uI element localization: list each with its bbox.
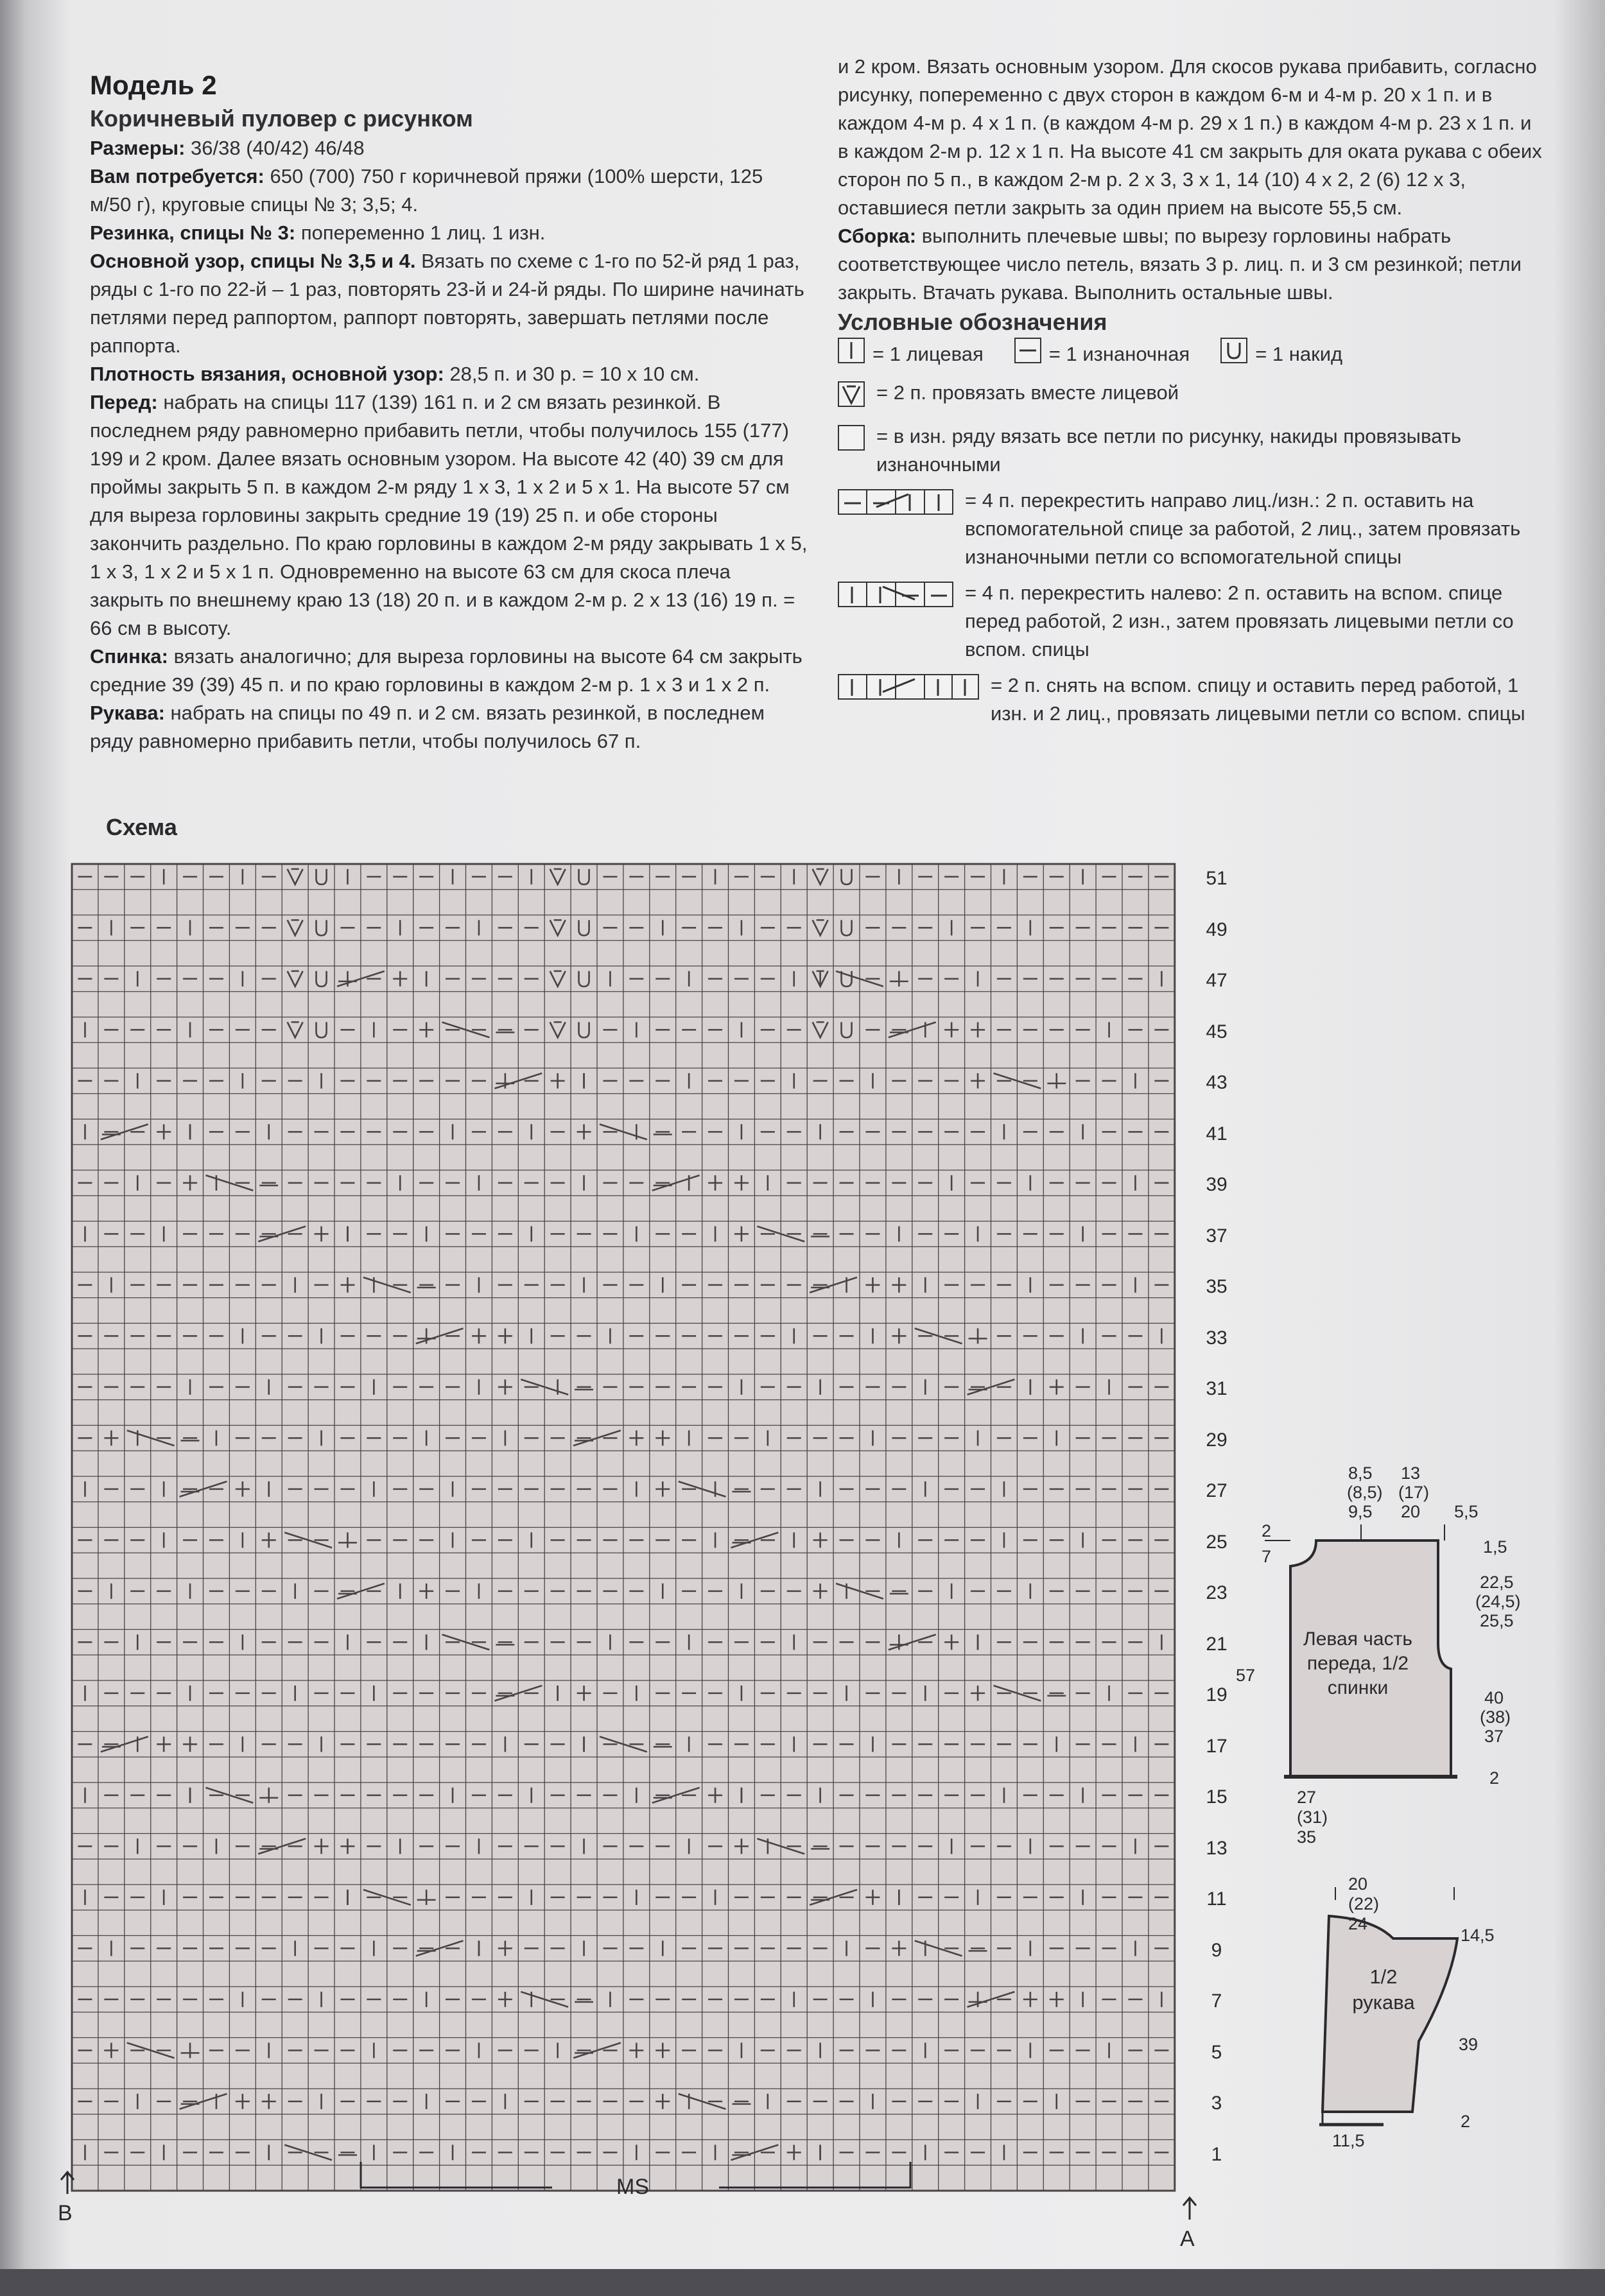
empty-cell-symbol-icon xyxy=(838,425,865,458)
row-number: 39 xyxy=(1206,1174,1228,1195)
row-number: 15 xyxy=(1206,1786,1228,1808)
dim-shoulder-slope-2: 7 xyxy=(1262,1547,1272,1566)
row-number: 25 xyxy=(1206,1531,1228,1553)
legend-yo: = 1 накид xyxy=(1255,343,1343,365)
legend-row-cross-3 xyxy=(838,671,1544,728)
knit-symbol-icon xyxy=(838,338,865,371)
yarn-over-symbol-icon xyxy=(1220,338,1247,371)
row-number: 47 xyxy=(1206,970,1228,991)
density-value: 28,5 п. и 30 р. = 10 х 10 см. xyxy=(444,363,700,385)
page-bottom-shadow xyxy=(0,2269,1605,2296)
row-number: 45 xyxy=(1206,1021,1228,1042)
legend-row-k2tog xyxy=(838,379,1544,415)
right-column xyxy=(838,53,1544,736)
back-value: вязать аналогично; для выреза горловины на высоте 64 см закрыть средние 39 (39) 45 п. и по краю горловины в каждом 2-м р. 1 х 3 и 1 х 2 п. xyxy=(90,645,802,696)
back-label: Спинка: xyxy=(90,645,168,668)
sleeves-label: Рукава: xyxy=(90,702,165,724)
legend-purl: = 1 изнаночная xyxy=(1048,343,1190,365)
row-number: 11 xyxy=(1206,1888,1227,1910)
row-number: 5 xyxy=(1211,2041,1222,2063)
k2tog-symbol-icon xyxy=(838,381,865,415)
front-value: набрать на спицы 117 (139) 161 п. и 2 см вязать резинкой. В последнем ряду равномерно прибавить петли, чтобы получилось 155 (177) 199 и 2 кром. Далее вязать основным узором. На высоте 42 (40) 39 см для проймы закрыть 5 п. в каждом 2-м ряду 1 х 3, 1 х 2 и 5 х 1. На высоте 57 см для выреза горловины закрыть средние 19 (19) 25 п. и обе стороны закончить раздельно. По краю горловины в каждом 2-м ряду закрывать 1 х 5, 1 х 3, 1 х 2 и 5 х 1 п. Одновременно на высоте 63 см для скоса плеча закрыть по внешнему краю 13 (18) 20 п. и в каждом 2-м р. 2 х 13 (16) 19 п. = 66 см в высоту. xyxy=(90,391,808,639)
row-number: 23 xyxy=(1206,1582,1228,1603)
front-paragraph xyxy=(90,388,809,643)
materials-label: Вам потребуется: xyxy=(90,165,265,187)
marker-a-label xyxy=(1180,2195,1199,2252)
row-number: 17 xyxy=(1206,1735,1228,1757)
row-number: 35 xyxy=(1206,1276,1228,1297)
materials-value: 650 (700) 750 г коричневой пряжи (100% шерсти, 125 м/50 г), круговые спицы № 3; 3,5; 4. xyxy=(90,165,763,216)
legend-cross-3: = 2 п. снять на вспом. спицу и оставить перед работой, 1 изн. и 2 лиц., провязать лицевыми петли со вспом. спицы xyxy=(991,674,1525,725)
dim-sleeve-cuff: 11,5 xyxy=(1332,2131,1365,2150)
legend-k2tog: = 2 п. провязать вместе лицевой xyxy=(876,381,1179,404)
dim-total-height: 57 xyxy=(1236,1666,1256,1685)
dim-shoulder-slope: 2 xyxy=(1262,1521,1272,1541)
front-piece-label: Левая часть переда, 1/2 спинки xyxy=(1303,1628,1412,1698)
legend-cross-right: = 4 п. перекрестить направо лиц./изн.: 2 п. оставить на вспомогательной спице за работой, 2 лиц., затем провязать изнаночными петли со вспомогательной спицы xyxy=(965,489,1521,568)
sleeves-value: набрать на спицы по 49 п. и 2 см. вязать резинкой, в последнем ряду равномерно прибавить петли, чтобы получилось 67 п. xyxy=(90,702,765,752)
sleeve-piece-label: 1/2 рукава xyxy=(1352,1965,1415,2014)
row-number: 7 xyxy=(1211,1990,1222,2012)
dim-shoulder-large: 9,5 xyxy=(1348,1502,1373,1521)
assembly-label: Сборка: xyxy=(838,225,917,247)
arrow-up-icon xyxy=(58,2170,77,2195)
sizes-label: Размеры: xyxy=(90,137,186,159)
dim-sleeve-rib: 2 xyxy=(1461,2112,1471,2131)
row-number: 33 xyxy=(1206,1327,1228,1349)
row-number: 51 xyxy=(1206,868,1228,889)
dim-neck-mid: (17) xyxy=(1398,1483,1430,1502)
row-number: 31 xyxy=(1206,1378,1228,1399)
pattern-title: Коричневый пуловер с рисунком xyxy=(90,105,473,132)
rib-label: Резинка, спицы № 3: xyxy=(90,221,296,244)
dim-width: 27 (31) 35 xyxy=(1297,1788,1328,1847)
dim-neck: 13 xyxy=(1401,1463,1421,1483)
marker-b-label xyxy=(58,2170,77,2226)
rib-paragraph xyxy=(90,219,809,247)
sizes-paragraph xyxy=(90,134,809,162)
main-pattern-label: Основной узор, спицы № 3,5 и 4. xyxy=(90,250,416,272)
legend-row-empty xyxy=(838,422,1544,479)
dim-side-large: 37 xyxy=(1484,1727,1504,1746)
row-number: 21 xyxy=(1206,1633,1228,1655)
sleeves-paragraph xyxy=(90,699,809,755)
legend-row-cross-right xyxy=(838,487,1544,571)
knitting-chart xyxy=(64,858,1220,2205)
purl-symbol-icon xyxy=(1014,338,1041,371)
marker-a: A xyxy=(1180,2227,1195,2251)
legend-row-cross-left xyxy=(838,579,1544,664)
row-number: 29 xyxy=(1206,1429,1228,1451)
row-number: 49 xyxy=(1206,919,1228,940)
row-number: 27 xyxy=(1206,1480,1228,1501)
row-number: 9 xyxy=(1211,1939,1222,1961)
sleeves-continued: и 2 кром. Вязать основным узором. Для скосов рукава прибавить, согласно рисунку, попеременно с двух сторон в каждом 6-м и 4-м р. 20 х 1 п. и в каждом 4-м р. 4 х 1 п. (в каждом 4-м р. 29 х 1 п.) в каждом 4-м р. 23 х 1 п. и в каждом 2-м р. 12 х 1 п. На высоте 41 см закрыть для оката рукава с обеих сторон по 5 п., в каждом 2-м р. 2 х 3, 3 х 1, 14 (10) 4 х 2, 2 (6) 12 х 3, оставшиеся петли закрыть за один прием на высоте 55,5 см. xyxy=(838,55,1542,219)
legend-empty: = в изн. ряду вязать все петли по рисунку, накиды провязывать изнаночными xyxy=(876,425,1461,476)
main-pattern-value: Вязать по схеме с 1-го по 52-й ряд 1 раз, ряды с 1-го по 22-й – 1 раз, повторять 23-й и 24-й ряды. По ширине начинать петлями перед раппортом, раппорт повторять, завершать петлями после раппорта. xyxy=(90,250,804,357)
row-number: 13 xyxy=(1206,1837,1228,1859)
legend-row-basic xyxy=(838,338,1544,371)
legend-knit: = 1 лицевая xyxy=(872,343,984,365)
back-paragraph xyxy=(90,643,809,699)
cross-left-symbol-icon xyxy=(838,582,953,615)
assembly-value: выполнить плечевые швы; по вырезу горловины набрать соответствующее число петель, вязать 3 р. лиц. п. и 3 см резинкой; петли закрыть. Втачать рукава. Выполнить остальные швы. xyxy=(838,225,1522,304)
row-number: 19 xyxy=(1206,1684,1228,1705)
dim-shoulder-drop: 1,5 xyxy=(1483,1537,1507,1557)
assembly-paragraph xyxy=(838,222,1544,307)
legend-title: Условные обозначения xyxy=(838,309,1107,335)
dim-armhole: 22,5 xyxy=(1480,1573,1514,1592)
main-pattern-paragraph xyxy=(90,247,809,360)
row-number: 1 xyxy=(1211,2143,1222,2165)
row-number: 43 xyxy=(1206,1072,1228,1093)
dim-side: 40 xyxy=(1484,1688,1504,1707)
cross-3-symbol-icon xyxy=(838,674,979,707)
rib-value: попеременно 1 лиц. 1 изн. xyxy=(295,221,546,244)
dim-shoulder-mid: (8,5) xyxy=(1347,1483,1383,1502)
model-heading: Модель 2 xyxy=(90,70,217,100)
dim-neck-large: 20 xyxy=(1401,1502,1421,1521)
dim-sleeve-cap: 14,5 xyxy=(1461,1926,1495,1945)
dim-side-mid: (38) xyxy=(1480,1707,1511,1727)
density-paragraph xyxy=(90,360,809,388)
row-number: 37 xyxy=(1206,1225,1228,1247)
dim-sleeve-top: 20 (22) 24 xyxy=(1348,1874,1380,1933)
ms-bracket xyxy=(360,2162,912,2200)
dim-rib-height: 2 xyxy=(1489,1768,1500,1788)
density-label: Плотность вязания, основной узор: xyxy=(90,363,444,385)
legend-cross-left: = 4 п. перекрестить налево: 2 п. оставить на вспом. спице перед работой, 2 изн., затем провязать лицевыми петли со вспом. спицы xyxy=(965,582,1514,660)
cross-right-symbol-icon xyxy=(838,489,953,522)
dim-neck-depth: 5,5 xyxy=(1454,1502,1479,1521)
row-number: 41 xyxy=(1206,1123,1228,1144)
dim-sleeve-length: 39 xyxy=(1459,2035,1479,2054)
materials-paragraph xyxy=(90,162,809,219)
dim-shoulder: 8,5 xyxy=(1348,1463,1373,1483)
arrow-up-icon xyxy=(1180,2195,1199,2221)
dim-armhole-mid: (24,5) xyxy=(1475,1592,1521,1611)
marker-b: B xyxy=(58,2201,73,2225)
sizes-value: 36/38 (40/42) 46/48 xyxy=(185,137,365,159)
dim-armhole-large: 25,5 xyxy=(1480,1611,1514,1630)
ms-label: MS xyxy=(616,2175,649,2199)
schema-title: Схема xyxy=(106,814,177,840)
left-column xyxy=(90,67,809,755)
front-label: Перед: xyxy=(90,391,158,413)
row-number: 3 xyxy=(1211,2093,1222,2114)
